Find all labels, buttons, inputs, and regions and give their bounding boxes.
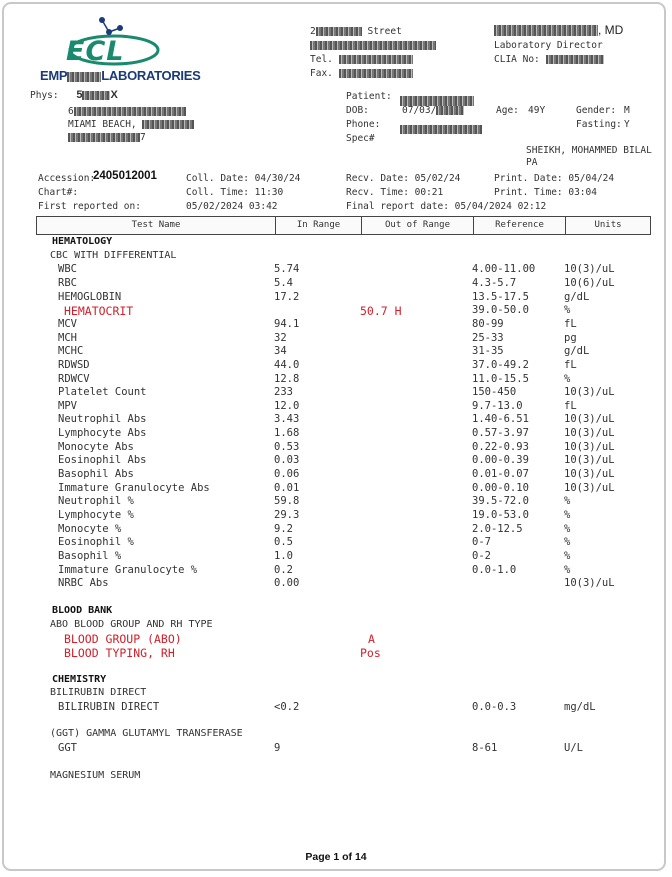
test-name: Monocyte Abs	[58, 440, 134, 453]
address-suffix: Street	[367, 26, 402, 37]
chart-label: Chart#:	[38, 187, 79, 198]
physician-city	[68, 119, 194, 130]
test-name: Lymphocyte Abs	[58, 427, 147, 440]
in-range-value: 5.74	[274, 263, 300, 276]
redacted-text	[339, 69, 413, 78]
dob-value-text: 07/03/	[402, 105, 437, 116]
units: %	[564, 372, 571, 385]
test-group-name: MAGNESIUM SERUM	[50, 769, 141, 781]
physician-name-start: 5	[76, 89, 83, 101]
units: U/L	[564, 742, 583, 755]
header-units: Units	[594, 220, 622, 230]
units: fL	[564, 399, 577, 412]
test-name: WBC	[58, 263, 77, 276]
test-name: NRBC Abs	[58, 577, 109, 590]
reference-range: 0.00-0.39	[472, 454, 529, 467]
in-range-value: 0.01	[274, 481, 300, 494]
in-range-value: 9	[274, 742, 281, 755]
reference-range: 8-61	[472, 742, 498, 755]
test-group-name: ABO BLOOD GROUP AND RH TYPE	[50, 618, 213, 630]
section-heading: BLOOD BANK	[52, 604, 113, 616]
redacted-text	[310, 41, 436, 50]
fax-label: Fax.	[310, 68, 333, 79]
patient-label: Patient:	[346, 91, 392, 102]
lab-city	[310, 40, 436, 51]
in-range-value: 0.00	[274, 577, 300, 590]
test-name: Monocyte %	[58, 522, 122, 535]
out-of-range-value: A	[368, 632, 375, 647]
physician-address-start: 6	[68, 106, 74, 117]
units: fL	[564, 317, 577, 330]
physician-phone-end: 7	[140, 132, 146, 143]
test-group-name: (GGT) GAMMA GLUTAMYL TRANSFERASE	[50, 728, 243, 740]
reference-range: 150-450	[472, 386, 517, 399]
redacted-text	[400, 96, 474, 106]
test-name: Lymphocyte %	[58, 509, 134, 521]
clia-number	[494, 54, 604, 65]
reference-range: 39.5-72.0	[472, 495, 529, 508]
units: g/dL	[564, 290, 590, 303]
reference-range: 0-7	[472, 536, 491, 549]
in-range-value: 12.8	[274, 372, 300, 385]
address-prefix: 2	[310, 26, 316, 37]
redacted-text	[142, 120, 194, 129]
reference-range: 39.0-50.0	[472, 304, 529, 317]
report-page	[2, 2, 666, 871]
in-range-value: 1.68	[274, 427, 300, 440]
header-in-range: In Range	[276, 217, 362, 234]
section-heading: HEMATOLOGY	[52, 236, 113, 247]
reference-range: 25-33	[472, 331, 504, 344]
patient-phone	[400, 119, 482, 138]
units: fL	[564, 358, 577, 371]
lab-director-name: , MD	[494, 23, 623, 37]
redacted-text	[400, 125, 482, 134]
reference-range: 0.0-0.3	[472, 700, 517, 713]
clia-label: CLIA No:	[494, 54, 540, 65]
coll-date: Coll. Date: 04/30/24	[186, 173, 301, 184]
physician-name-end: X	[110, 89, 118, 101]
reference-range: 0.57-3.97	[472, 427, 529, 440]
redacted-text	[494, 25, 598, 36]
reference-range: 1.40-6.51	[472, 413, 529, 426]
test-name: MCHC	[58, 345, 84, 358]
test-name: GGT	[58, 742, 77, 755]
in-range-value: 12.0	[274, 399, 300, 412]
gender-value: M	[624, 105, 630, 116]
reference-range: 37.0-49.2	[472, 358, 529, 371]
units: 10(6)/uL	[564, 276, 615, 289]
age-value: 49Y	[528, 105, 546, 116]
reference-range: 0.00-0.10	[472, 481, 529, 494]
in-range-value: 17.2	[274, 290, 300, 303]
reference-range: 0.22-0.93	[472, 440, 529, 453]
in-range-value: 233	[274, 386, 293, 399]
logo-brand: ECL	[66, 36, 125, 67]
print-date: Print. Date: 05/04/24	[494, 173, 615, 184]
final-report-date: Final report date: 05/04/2024 02:12	[346, 201, 547, 212]
test-name: HEMOGLOBIN	[58, 290, 122, 303]
physician-address	[68, 106, 186, 117]
reference-range: 2.0-12.5	[472, 522, 523, 535]
age-label: Age:	[496, 105, 519, 116]
in-range-value: 94.1	[274, 317, 300, 330]
reference-range: 0.01-0.07	[472, 468, 529, 481]
units: %	[564, 304, 571, 317]
test-name: Immature Granulocyte Abs	[58, 481, 210, 494]
out-of-range-value: 50.7 H	[360, 304, 402, 319]
redacted-text	[67, 72, 101, 82]
coll-time: Coll. Time: 11:30	[186, 187, 284, 198]
physician-line	[30, 89, 118, 101]
fasting-label: Fasting:	[576, 119, 622, 130]
reference-range: 19.0-53.0	[472, 509, 529, 521]
reference-range: 31-35	[472, 345, 504, 358]
reference-range: 80-99	[472, 317, 504, 330]
test-name: Platelet Count	[58, 386, 147, 399]
in-range-value: 0.06	[274, 468, 300, 481]
units: %	[564, 509, 571, 521]
first-reported-value: 05/02/2024 03:42	[186, 201, 278, 212]
units: 10(3)/uL	[564, 413, 615, 426]
test-name: Immature Granulocyte %	[58, 563, 198, 576]
test-name: HEMATOCRIT	[64, 304, 134, 319]
reference-range: 4.3-5.7	[472, 276, 517, 289]
units: %	[564, 549, 571, 562]
logo-name-prefix: EMP	[40, 68, 68, 83]
print-time: Print. Time: 03:04	[494, 187, 597, 198]
redacted-text	[82, 91, 110, 100]
reference-range: 9.7-13.0	[472, 399, 523, 412]
test-name: RDWCV	[58, 372, 90, 385]
test-group-name: BILIRUBIN DIRECT	[50, 687, 147, 699]
first-reported-label: First reported on:	[38, 201, 141, 212]
dob-label: DOB:	[346, 105, 369, 116]
header-out-of-range: Out of Range	[362, 217, 474, 234]
in-range-value: 34	[274, 345, 287, 358]
units: 10(3)/uL	[564, 468, 615, 481]
redacted-text	[316, 27, 362, 36]
dob-value	[402, 105, 464, 116]
in-range-value: <0.2	[274, 700, 300, 713]
in-range-value: 29.3	[274, 509, 300, 521]
ordering-provider-line1: SHEIKH, MOHAMMED BILAL	[526, 145, 652, 156]
header-test-name: Test Name	[37, 217, 276, 234]
reference-range: 0-2	[472, 549, 491, 562]
test-name: RBC	[58, 276, 77, 289]
recv-time: Recv. Time: 00:21	[346, 187, 444, 198]
tel-label: Tel.	[310, 54, 333, 65]
in-range-value: 59.8	[274, 495, 300, 508]
page-number: Page 1 of 14	[305, 851, 367, 863]
test-name: MPV	[58, 399, 77, 412]
redacted-text	[68, 133, 140, 142]
logo-lab-name	[40, 68, 200, 83]
units: 10(3)/uL	[564, 386, 615, 399]
physician-phone	[68, 132, 146, 143]
test-name: RDWSD	[58, 358, 90, 371]
redacted-text	[436, 106, 464, 115]
phone-label: Phone:	[346, 119, 381, 130]
units: %	[564, 536, 571, 549]
units: 10(3)/uL	[564, 481, 615, 494]
reference-range: 11.0-15.5	[472, 372, 529, 385]
units: pg	[564, 331, 577, 344]
units: 10(3)/uL	[564, 454, 615, 467]
units: 10(3)/uL	[564, 263, 615, 276]
gender-label: Gender:	[576, 105, 617, 116]
section-heading: CHEMISTRY	[52, 673, 107, 685]
spec-label: Spec#	[346, 133, 375, 144]
in-range-value: 0.03	[274, 454, 300, 467]
physician-city-text: MIAMI BEACH,	[68, 119, 137, 130]
units: %	[564, 522, 571, 535]
in-range-value: 9.2	[274, 522, 293, 535]
test-name: MCV	[58, 317, 77, 330]
reference-range: 4.00-11.00	[472, 263, 536, 276]
test-name: Basophil %	[58, 549, 122, 562]
in-range-value: 0.53	[274, 440, 300, 453]
lab-fax	[310, 68, 413, 79]
lab-address	[310, 26, 402, 37]
accession-label: Accession:	[38, 173, 96, 184]
in-range-value: 44.0	[274, 358, 300, 371]
test-name: Neutrophil %	[58, 495, 134, 508]
lab-director-title: Laboratory Director	[494, 40, 603, 51]
test-name: BILIRUBIN DIRECT	[58, 700, 160, 713]
reference-range: 0.0-1.0	[472, 563, 517, 576]
units: 10(3)/uL	[564, 577, 615, 590]
reference-range: 13.5-17.5	[472, 290, 529, 303]
test-name: BLOOD GROUP (ABO)	[64, 632, 182, 647]
lab-tel	[310, 54, 413, 65]
phys-label: Phys:	[30, 90, 59, 101]
ordering-provider-line2: PA	[526, 157, 538, 168]
in-range-value: 32	[274, 331, 287, 344]
units: 10(3)/uL	[564, 440, 615, 453]
units: %	[564, 563, 571, 576]
units: mg/dL	[564, 700, 596, 713]
out-of-range-value: Pos	[360, 645, 381, 660]
test-name: Basophil Abs	[58, 468, 134, 481]
test-name: Neutrophil Abs	[58, 413, 147, 426]
test-name: Eosinophil Abs	[58, 454, 147, 467]
in-range-value: 0.2	[274, 563, 293, 576]
units: %	[564, 495, 571, 508]
fasting-value: Y	[624, 119, 630, 130]
in-range-value: 5.4	[274, 276, 293, 289]
accession-value: 2405012001	[93, 170, 157, 182]
redacted-text	[74, 107, 186, 116]
physician-name	[76, 89, 117, 101]
in-range-value: 3.43	[274, 413, 300, 426]
test-name: MCH	[58, 331, 77, 344]
redacted-text	[339, 55, 413, 64]
results-table-header	[36, 216, 651, 235]
test-group-name: CBC WITH DIFFERENTIAL	[50, 249, 177, 261]
units: 10(3)/uL	[564, 427, 615, 440]
redacted-text	[546, 55, 604, 64]
in-range-value: 1.0	[274, 549, 293, 562]
director-suffix: MD	[604, 23, 624, 37]
test-name: BLOOD TYPING, RH	[64, 645, 175, 660]
units: g/dL	[564, 345, 590, 358]
logo-name-suffix: LABORATORIES	[101, 68, 201, 83]
recv-date: Recv. Date: 05/02/24	[346, 173, 461, 184]
in-range-value: 0.5	[274, 536, 293, 549]
header-reference: Reference	[474, 217, 566, 234]
test-name: Eosinophil %	[58, 536, 134, 549]
